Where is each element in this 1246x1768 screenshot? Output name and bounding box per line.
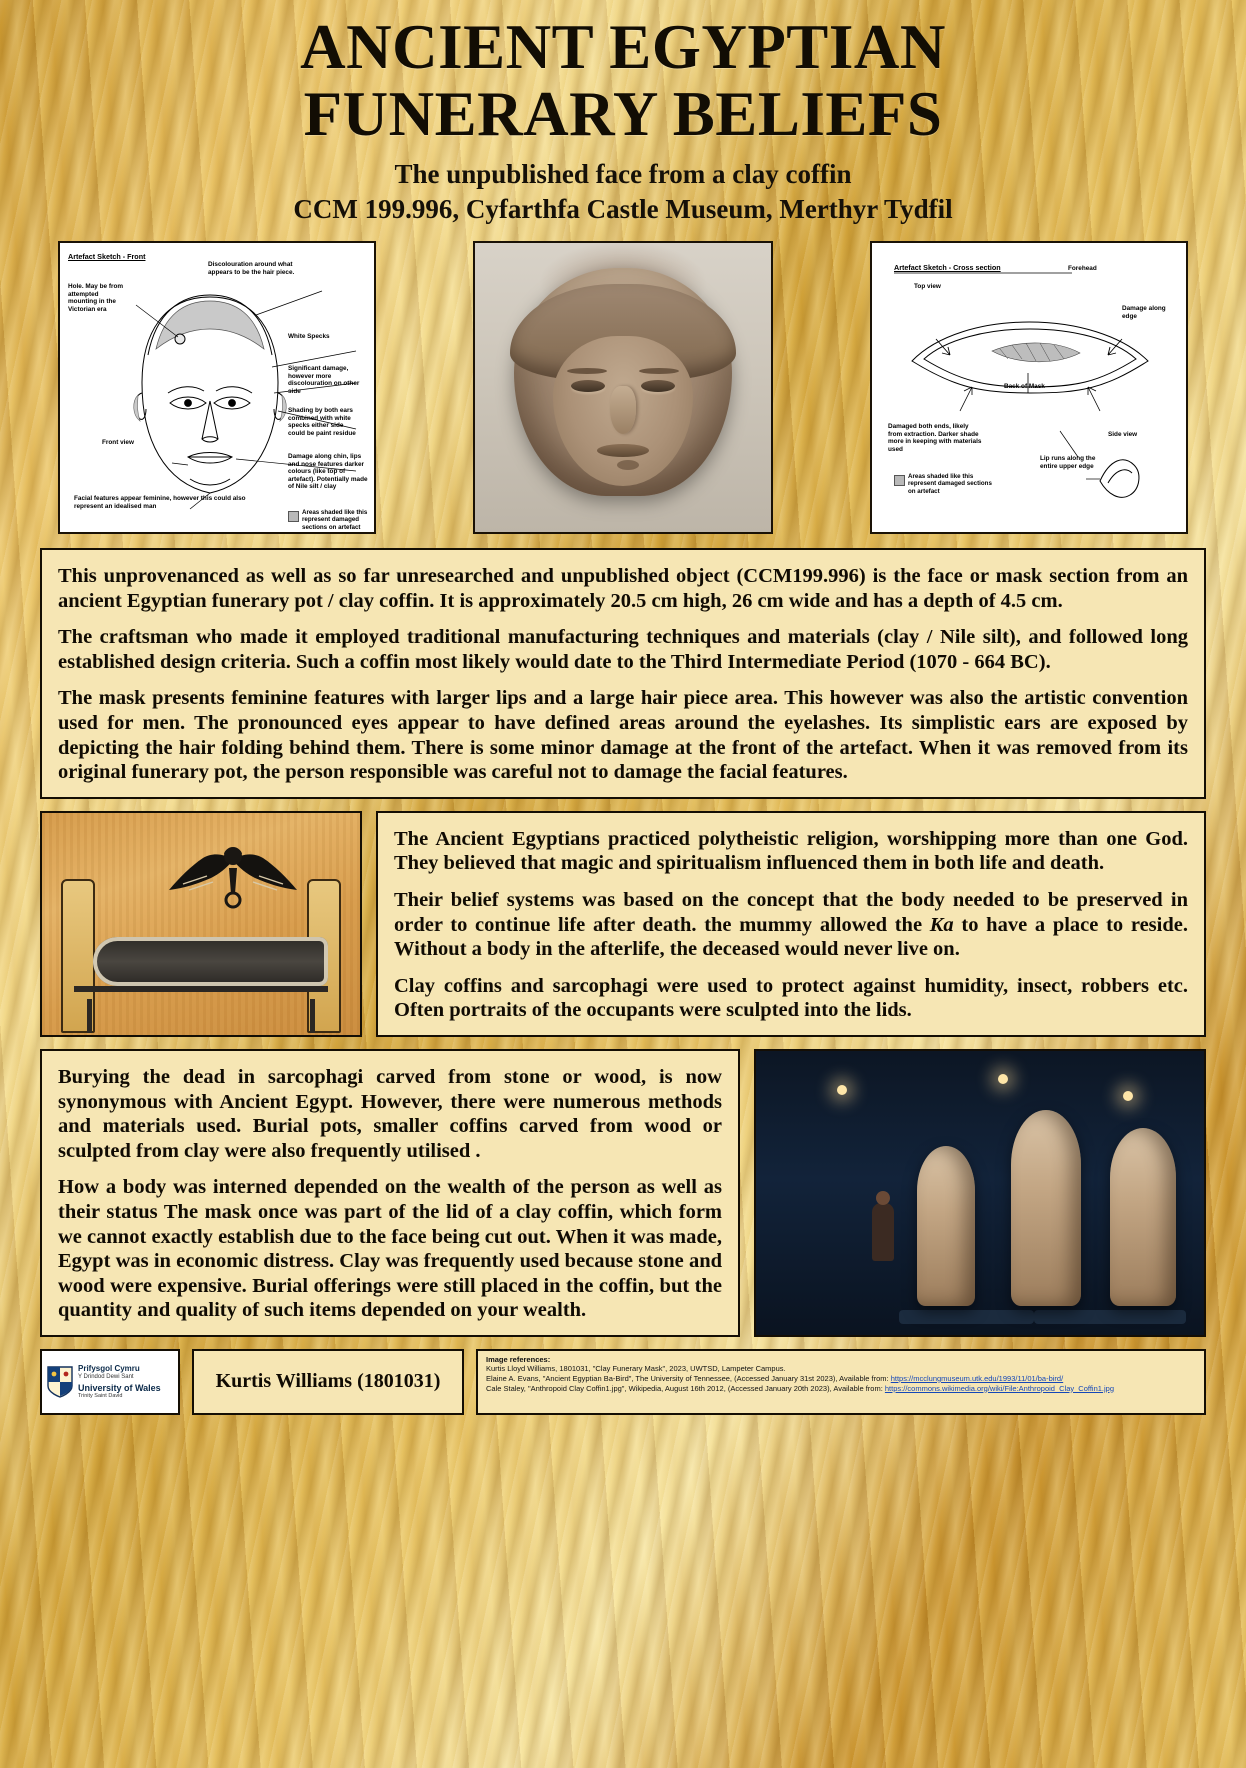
- sketch-cross-label-side-view: Side view: [1108, 431, 1138, 439]
- sketch-cross-label-top-view: Top view: [914, 283, 941, 291]
- papyrus-bier-leg-left: [87, 999, 92, 1033]
- reference-line-3: [486, 1384, 1196, 1394]
- coffin-plinth-2: [1034, 1310, 1186, 1324]
- reference-line-1: Kurtis Lloyd Williams, 1801031, "Clay Funerary Mask", 2023, UWTSD, Lampeter Campus.: [486, 1363, 786, 1373]
- reference-link-coffin[interactable]: https://commons.wikimedia.org/wiki/File:Anthropoid_Clay_Coffin1.jpg: [884, 1383, 1115, 1393]
- footer-row: [40, 1349, 1206, 1415]
- figure-mask-photograph: [473, 241, 773, 534]
- sketch-cross-label-forehead: Forehead: [1068, 265, 1097, 273]
- sketch-front-label-chin: Damage along chin, lips and nose features darker colours (like top of artefact). Potentially made of Nile silt / clay: [288, 453, 368, 491]
- mask-brow-left: [567, 368, 607, 374]
- reference-line-2: [486, 1374, 1196, 1384]
- reference-line-2-text: Elaine A. Evans, "Ancient Egyptian Ba-Bird", The University of Tennessee, (Accessed January 31st 2023), Available from:: [486, 1373, 891, 1383]
- sketch-front-key-text: Areas shaded like this represent damaged sections on artefact: [302, 509, 368, 531]
- object-description-paragraph-2: The craftsman who made it employed traditional manufacturing techniques and materials (clay / Nile silt), and followed long established design criteria. Such a coffin most likely would date to the Third Intermediate Period (1070 - 664 BC).: [58, 626, 1188, 673]
- mask-face: [553, 336, 693, 486]
- burial-row: [40, 1049, 1206, 1337]
- gallery-spotlight-1: [837, 1085, 847, 1095]
- mask-eye-right: [641, 380, 675, 392]
- university-logo: [40, 1349, 180, 1415]
- sketch-cross-label-lip: Lip runs along the entire upper edge: [1040, 455, 1096, 470]
- figure-row: [0, 241, 1246, 534]
- sketch-cross-title: Artefact Sketch - Cross section: [894, 263, 1001, 273]
- sketch-front-label-ears: Shading by both ears combined with white specks either side could be paint residue: [288, 407, 356, 437]
- logo-line-2: Y Drindod Dewi Sant: [78, 1373, 134, 1380]
- beliefs-paragraph-3: Clay coffins and sarcophagi were used to protect against humidity, insect, robbers etc. Often portraits of the occupants were sculpted into the lids.: [394, 974, 1188, 1022]
- sketch-front-title: Artefact Sketch - Front: [68, 252, 146, 262]
- mask-nose: [610, 386, 636, 434]
- mask-photo-backdrop: [475, 243, 771, 532]
- poster-subtitle-1: The unpublished face from a clay coffin: [394, 158, 852, 189]
- mask-shape: [514, 268, 732, 496]
- poster-title-line-1: ANCIENT EGYPTIAN: [300, 12, 946, 82]
- sketch-cross-key-text: Areas shaded like this represent damaged sections on artefact: [908, 473, 992, 495]
- sketch-front-label-front-view: Front view: [102, 439, 134, 447]
- gallery-visitor: [872, 1203, 894, 1261]
- burial-paragraph-1: Burying the dead in sarcophagi carved from stone or wood, is now synonymous with Ancient Egypt. However, there were numerous methods and materials used. Burial pots, smaller coffins carved from wood or sculpted from clay were also frequently utilised .: [58, 1065, 722, 1162]
- sketch-front-key-swatch: [288, 511, 299, 522]
- mask-eye-left: [571, 380, 605, 392]
- sketch-cross-canvas: [872, 243, 1186, 532]
- ba-bird-icon: [163, 844, 303, 918]
- sketch-front-label-hole: Hole. May be from attempted mounting in the Victorian era: [68, 283, 124, 313]
- burial-paragraph-2: How a body was interned depended on the wealth of the person as well as their status The mask once was part of the lid of a clay coffin, which form we cannot exactly establish due to the face being cut out. When it was made, Egypt was in economic distress. Clay was frequently used because stone and wood were expensive. Burial offerings were still placed in the coffin, but the quantity and quality of such items depended on your wealth.: [58, 1176, 722, 1322]
- papyrus-bier: [74, 986, 328, 992]
- sketch-cross-key-swatch: [894, 475, 905, 486]
- mask-brow-right: [639, 368, 679, 374]
- figure-sketch-front: [58, 241, 376, 534]
- image-references: [476, 1349, 1206, 1415]
- beliefs-row: [40, 811, 1206, 1037]
- sketch-front-label-damage: Significant damage, however more discolouration on other side: [288, 365, 360, 395]
- university-logo-text: [78, 1365, 161, 1399]
- logo-line-1: Prifysgol Cymru: [78, 1363, 140, 1373]
- burial-panel: [40, 1049, 740, 1337]
- beliefs-paragraph-1: The Ancient Egyptians practiced polytheistic religion, worshipping more than one God. They believed that magic and spiritualism influenced them in both life and death.: [394, 827, 1188, 875]
- clay-coffin-1: [917, 1146, 975, 1306]
- beliefs-paragraph-2: Their belief systems was based on the concept that the body needed to be preserved in order to continue life after death. the mummy allowed the Ka to have a place to reside. Without a body in the afterlife, the deceased would never live on.: [394, 888, 1188, 961]
- object-description-paragraph-1: This unprovenanced as well as so far unresearched and unpublished object (CCM199.996) is the face or mask section from an ancient Egyptian funerary pot / clay coffin. It is approximately 20.5 cm high, 26 cm wide and has a depth of 4.5 cm.: [58, 565, 1188, 612]
- university-crest-icon: [47, 1366, 73, 1398]
- clay-coffin-3: [1110, 1128, 1176, 1306]
- reference-link-ba-bird[interactable]: https://mcclungmuseum.utk.edu/1993/11/01/ba-bird/: [890, 1373, 1064, 1383]
- beliefs-panel: [376, 811, 1206, 1037]
- logo-line-3: University of Wales: [78, 1382, 161, 1393]
- gallery-spotlight-2: [998, 1074, 1008, 1084]
- poster-subtitle-2: CCM 199.996, Cyfarthfa Castle Museum, Merthyr Tydfil: [293, 194, 953, 225]
- poster-title-line-2: FUNERARY BELIEFS: [303, 78, 943, 149]
- logo-line-4: Trinity Saint David: [78, 1392, 123, 1399]
- reference-line-3-text: Cale Staley, "Anthropoid Clay Coffin1.jpg", Wikipedia, August 16th 2012, (Accessed January 20th 2023), Available from:: [486, 1383, 885, 1393]
- object-description-panel: [40, 548, 1206, 799]
- figure-ba-bird-papyrus: [40, 811, 362, 1037]
- gallery-spotlight-3: [1123, 1091, 1133, 1101]
- sketch-front-canvas: [60, 243, 374, 532]
- object-description-paragraph-3: The mask presents feminine features with larger lips and a large hair piece area. This however was also the artistic convention used for men. The pronounced eyes appear to have defined areas around the eyelashes. Its simplistic ears are exposed by depicting the hair folding behind them. There is some minor damage at the front of the artefact. When it was removed from its original funerary pot, the person responsible was careful not to damage the facial features.: [58, 687, 1188, 784]
- mask-chin-damage: [617, 460, 639, 470]
- clay-coffin-2: [1011, 1110, 1081, 1306]
- mask-mouth: [597, 444, 649, 457]
- papyrus-bier-leg-right: [310, 999, 315, 1033]
- references-title: Image references:: [486, 1354, 551, 1364]
- sketch-front-label-features: Facial features appear feminine, however this could also represent an idealised man: [74, 495, 246, 510]
- author-credit: Kurtis Williams (1801031): [192, 1349, 464, 1415]
- coffin-plinth-1: [899, 1310, 1033, 1324]
- sketch-front-label-discolouration: Discolouration around what appears to be the hair piece.: [208, 261, 295, 276]
- sketch-cross-label-back-of-mask: Back of Mask: [1004, 383, 1045, 391]
- papyrus-mummy: [93, 937, 328, 986]
- title-block: [0, 0, 1246, 227]
- figure-museum-coffins: [754, 1049, 1206, 1337]
- figure-sketch-cross-section: [870, 241, 1188, 534]
- sketch-cross-label-damaged-ends: Damaged both ends, likely from extraction. Darker shade more in keeping with materials used: [888, 423, 982, 453]
- sketch-front-label-white-specks: White Specks: [288, 333, 330, 341]
- sketch-cross-label-damage-edge: Damage along edge: [1122, 305, 1166, 320]
